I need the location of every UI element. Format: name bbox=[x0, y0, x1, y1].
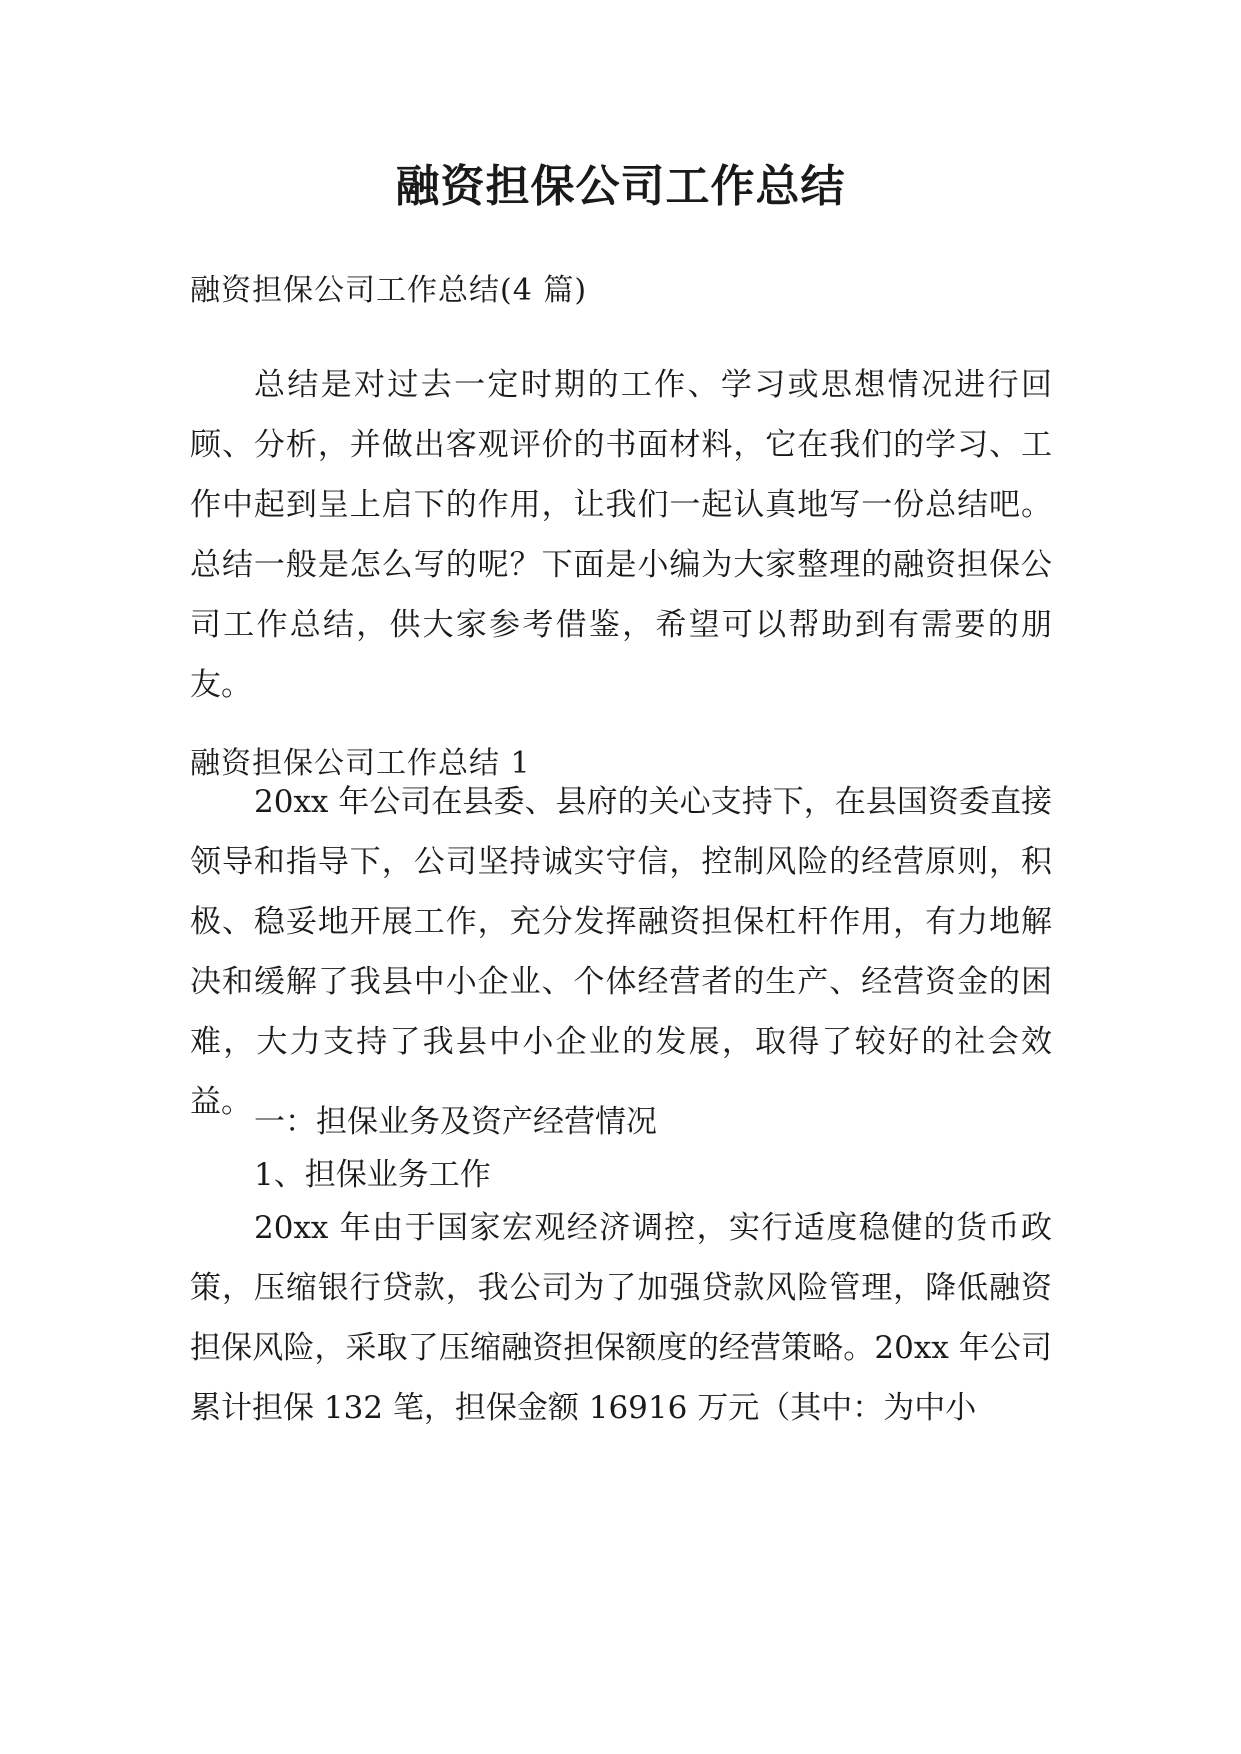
intro-paragraph: 总结是对过去一定时期的工作、学习或思想情况进行回顾、分析，并做出客观评价的书面材料，它在我们的学习、工作中起到呈上启下的作用，让我们一起认真地写一份总结吧。总结一般是怎么写的呢？下面是小编为大家整理的融资担保公司工作总结，供大家参考借鉴，希望可以帮助到有需要的朋友。 bbox=[190, 367, 1052, 703]
section1-item-heading-2: 1、担保业务工作 bbox=[254, 1157, 491, 1193]
section1-paragraph-1: 20xx 年公司在县委、县府的关心支持下，在县国资委直接领导和指导下，公司坚持诚实守信，控制风险的经营原则，积极、稳妥地开展工作，充分发挥融资担保杠杆作用，有力地解决和缓解了我县中小企业、个体经营者的生产、经营资金的困难，大力支持了我县中小企业的发展，取得了较好的社会效益。 bbox=[190, 784, 1052, 1120]
section1-paragraph-2: 20xx 年由于国家宏观经济调控，实行适度稳健的货币政策，压缩银行贷款，我公司为了加强贷款风险管理，降低融资担保风险，采取了压缩融资担保额度的经营策略。20xx 年公司累计担保 132 笔，担保金额 16916 万元（其中：为中小 bbox=[190, 1210, 1052, 1426]
section1-item-heading-1: 一：担保业务及资产经营情况 bbox=[254, 1104, 657, 1140]
document-subtitle: 融资担保公司工作总结(4 篇) bbox=[190, 273, 588, 308]
section-heading-1: 融资担保公司工作总结 1 bbox=[190, 746, 531, 781]
document-title: 融资担保公司工作总结 bbox=[395, 161, 846, 212]
